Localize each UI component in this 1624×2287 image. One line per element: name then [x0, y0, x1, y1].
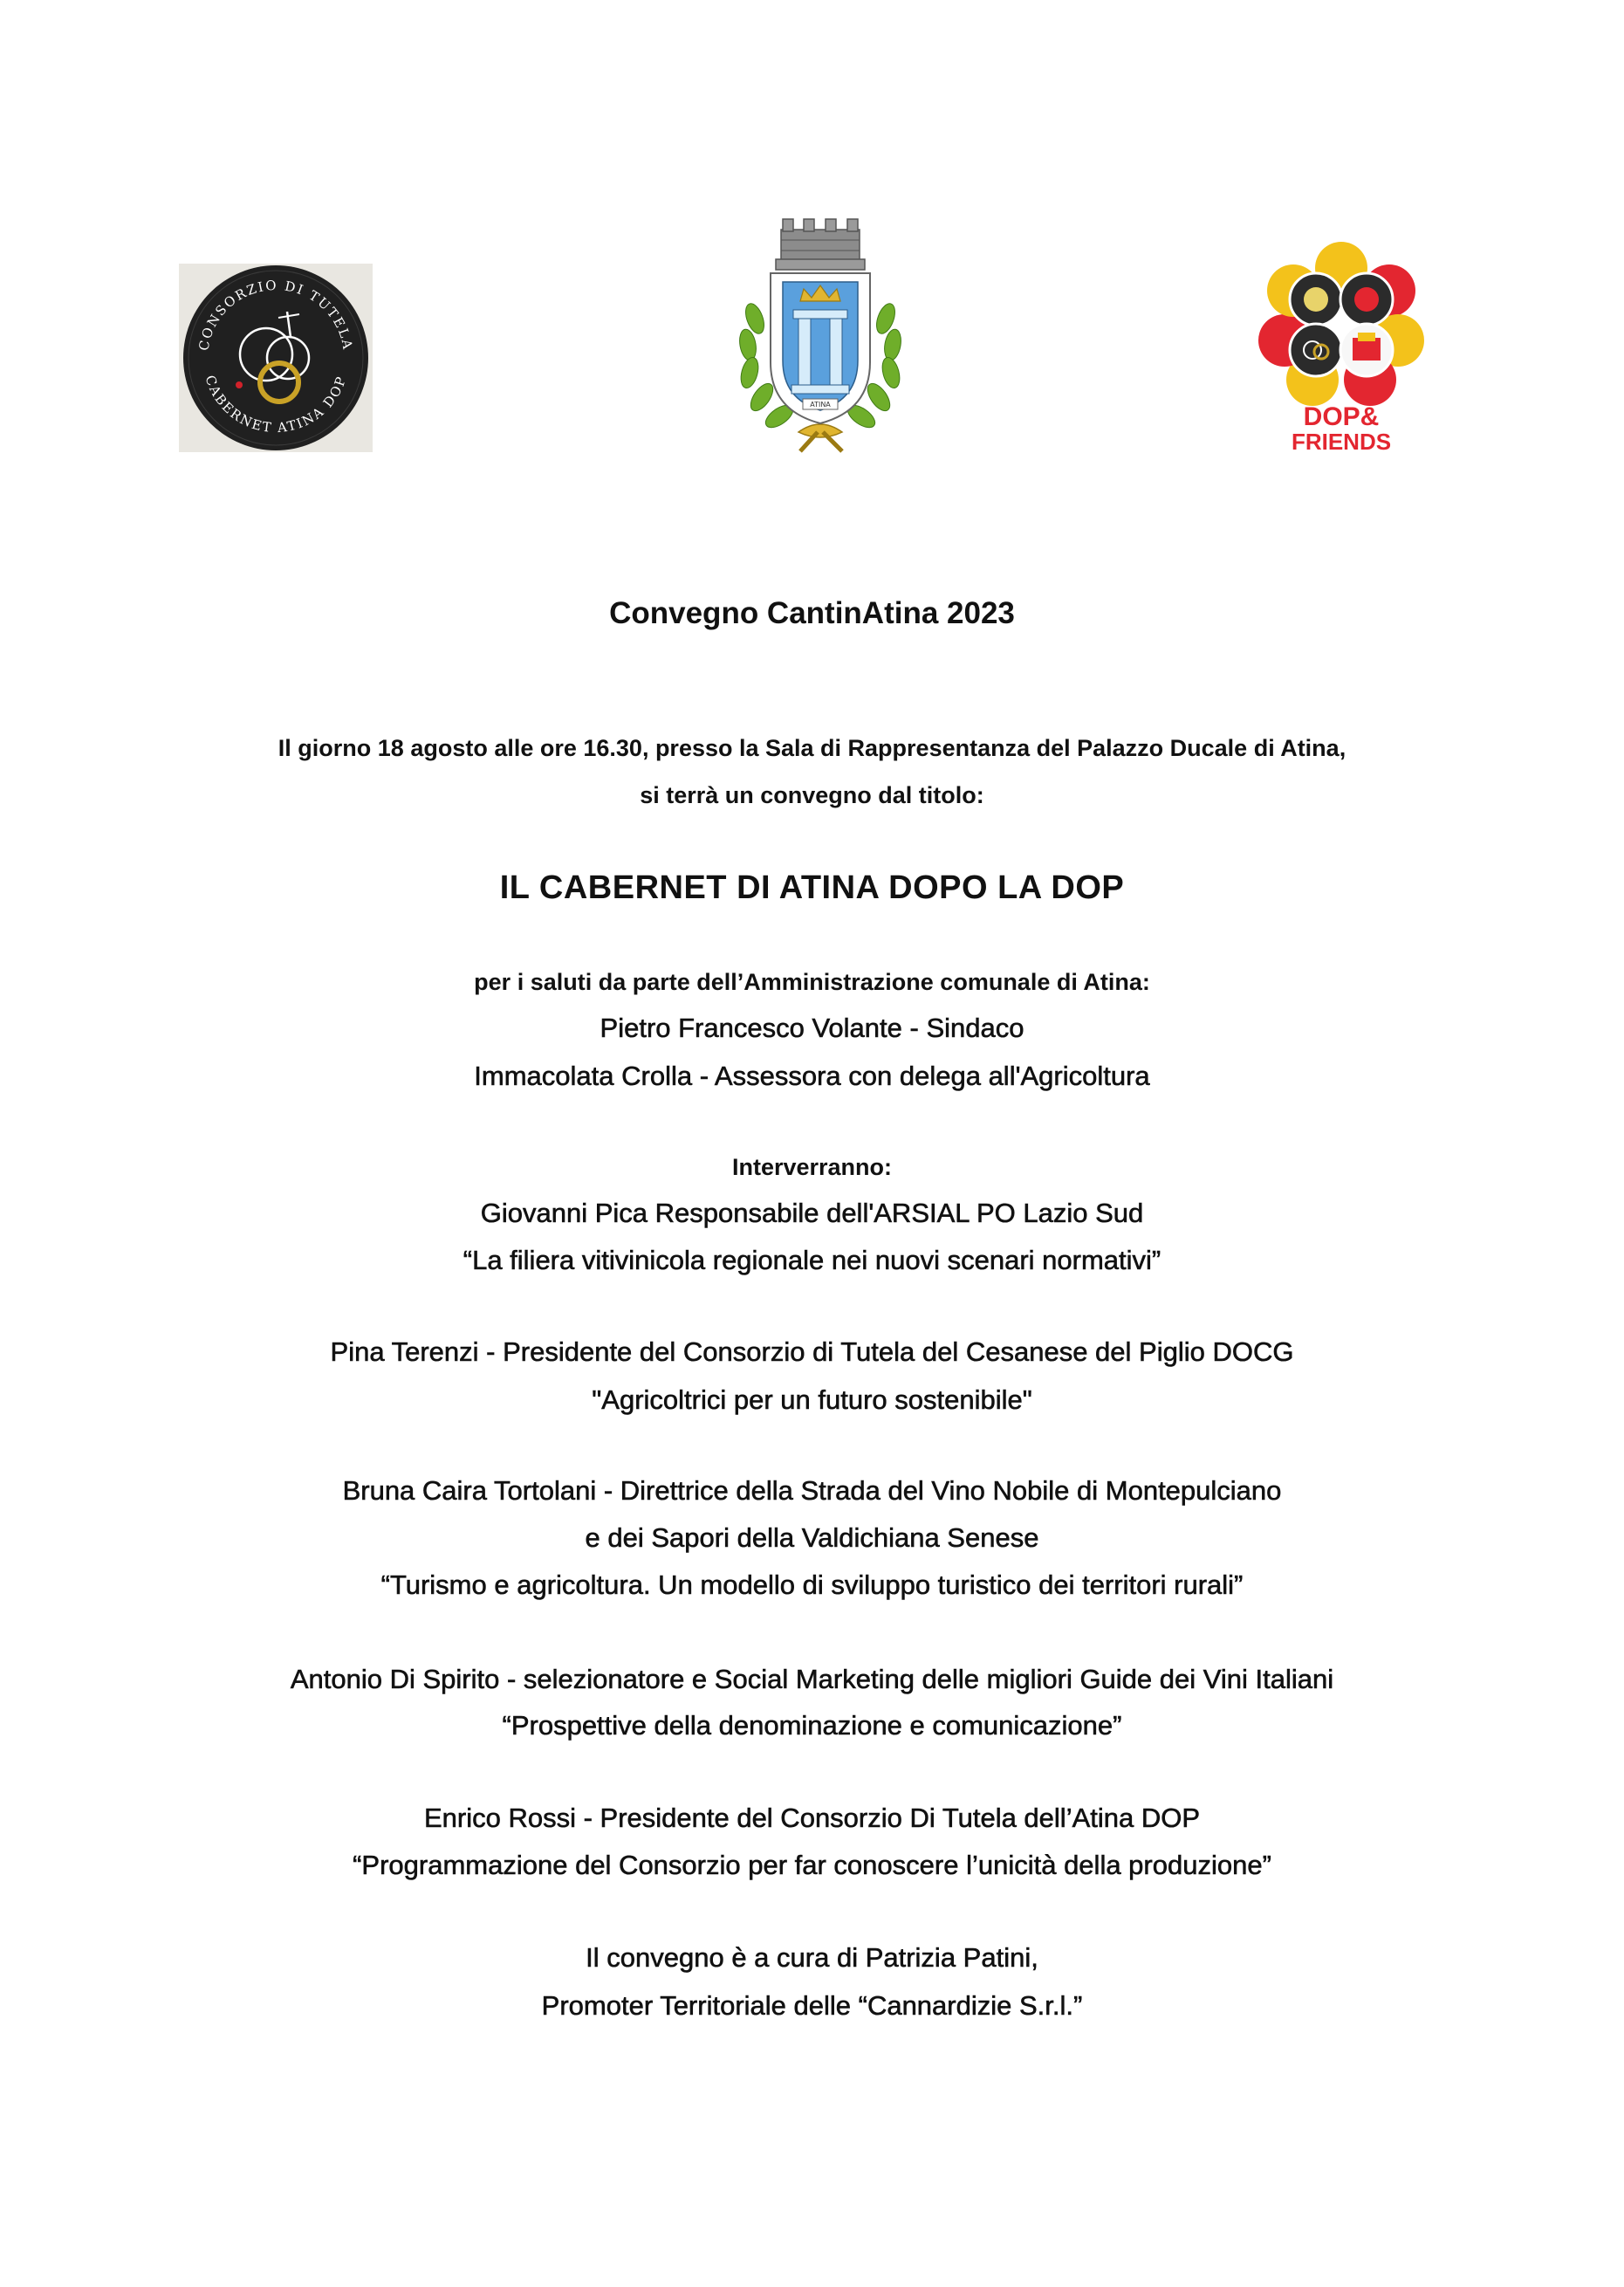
curator-line-1: Il convegno è a cura di Patrizia Patini, — [586, 1942, 1038, 1973]
speaker-1-role: Giovanni Pica Responsabile dell'ARSIAL PO Lazio Sud — [480, 1198, 1144, 1228]
dop-wordmark-line2: FRIENDS — [1291, 429, 1392, 454]
speaker-3-talk: “Turismo e agricoltura. Un modello di sviluppo turistico dei territori rurali” — [380, 1569, 1244, 1600]
speaker-3-role-line-2: e dei Sapori della Valdichiana Senese — [585, 1522, 1039, 1553]
speaker-2-role: Pina Terenzi - Presidente del Consorzio di Tutela del Cesanese del Piglio DOCG — [330, 1336, 1294, 1367]
speakers-intro: Interverranno: — [731, 1154, 893, 1180]
consorzio-arc-top: CONSORZIO DI TUTELA — [195, 277, 356, 353]
speaker-4-role: Antonio Di Spirito - selezionatore e Social Marketing delle migliori Guide dei Vini Italiani — [290, 1664, 1334, 1694]
speaker-2-talk: "Agricoltrici per un futuro sostenibile" — [592, 1384, 1032, 1415]
speaker-4-talk: “Prospettive della denominazione e comunicazione” — [502, 1710, 1122, 1741]
curator-line-2: Promoter Territoriale delle “Cannardizie S.r.l.” — [541, 1990, 1083, 2021]
comune-ribbon-text: ATINA — [810, 401, 831, 409]
speaker-5-role: Enrico Rossi - Presidente del Consorzio Di Tutela dell’Atina DOP — [423, 1803, 1201, 1833]
greeting-assessora: Immacolata Crolla - Assessora con delega all'Agricoltura — [474, 1061, 1150, 1091]
speaker-3-role-line-1: Bruna Caira Tortolani - Direttrice della Strada del Vino Nobile di Montepulciano — [342, 1475, 1282, 1506]
document-title: Convegno CantinAtina 2023 — [609, 596, 1015, 630]
greetings-intro: per i saluti da parte dell’Amministrazione comunale di Atina: — [474, 969, 1150, 995]
dop-friends-logo — [1258, 240, 1424, 454]
intro-line-2: si terrà un convegno dal titolo: — [640, 782, 984, 808]
consorzio-arc-bottom: CABERNET ATINA DOP — [202, 373, 350, 436]
comune-coat-of-arms — [720, 214, 921, 454]
event-title: IL CABERNET DI ATINA DOPO LA DOP — [499, 869, 1125, 906]
speaker-5-talk: “Programmazione del Consorzio per far conoscere l’unicità della produzione” — [353, 1850, 1271, 1880]
dop-wordmark-line1: DOP& — [1303, 402, 1380, 431]
speaker-1-talk: “La filiera vitivinicola regionale nei nuovi scenari normativi” — [463, 1245, 1161, 1275]
consorzio-logo — [179, 264, 373, 452]
greeting-sindaco: Pietro Francesco Volante - Sindaco — [600, 1013, 1024, 1043]
intro-line-1: Il giorno 18 agosto alle ore 16.30, presso la Sala di Rappresentanza del Palazzo Ducale di Atina, — [278, 735, 1346, 761]
